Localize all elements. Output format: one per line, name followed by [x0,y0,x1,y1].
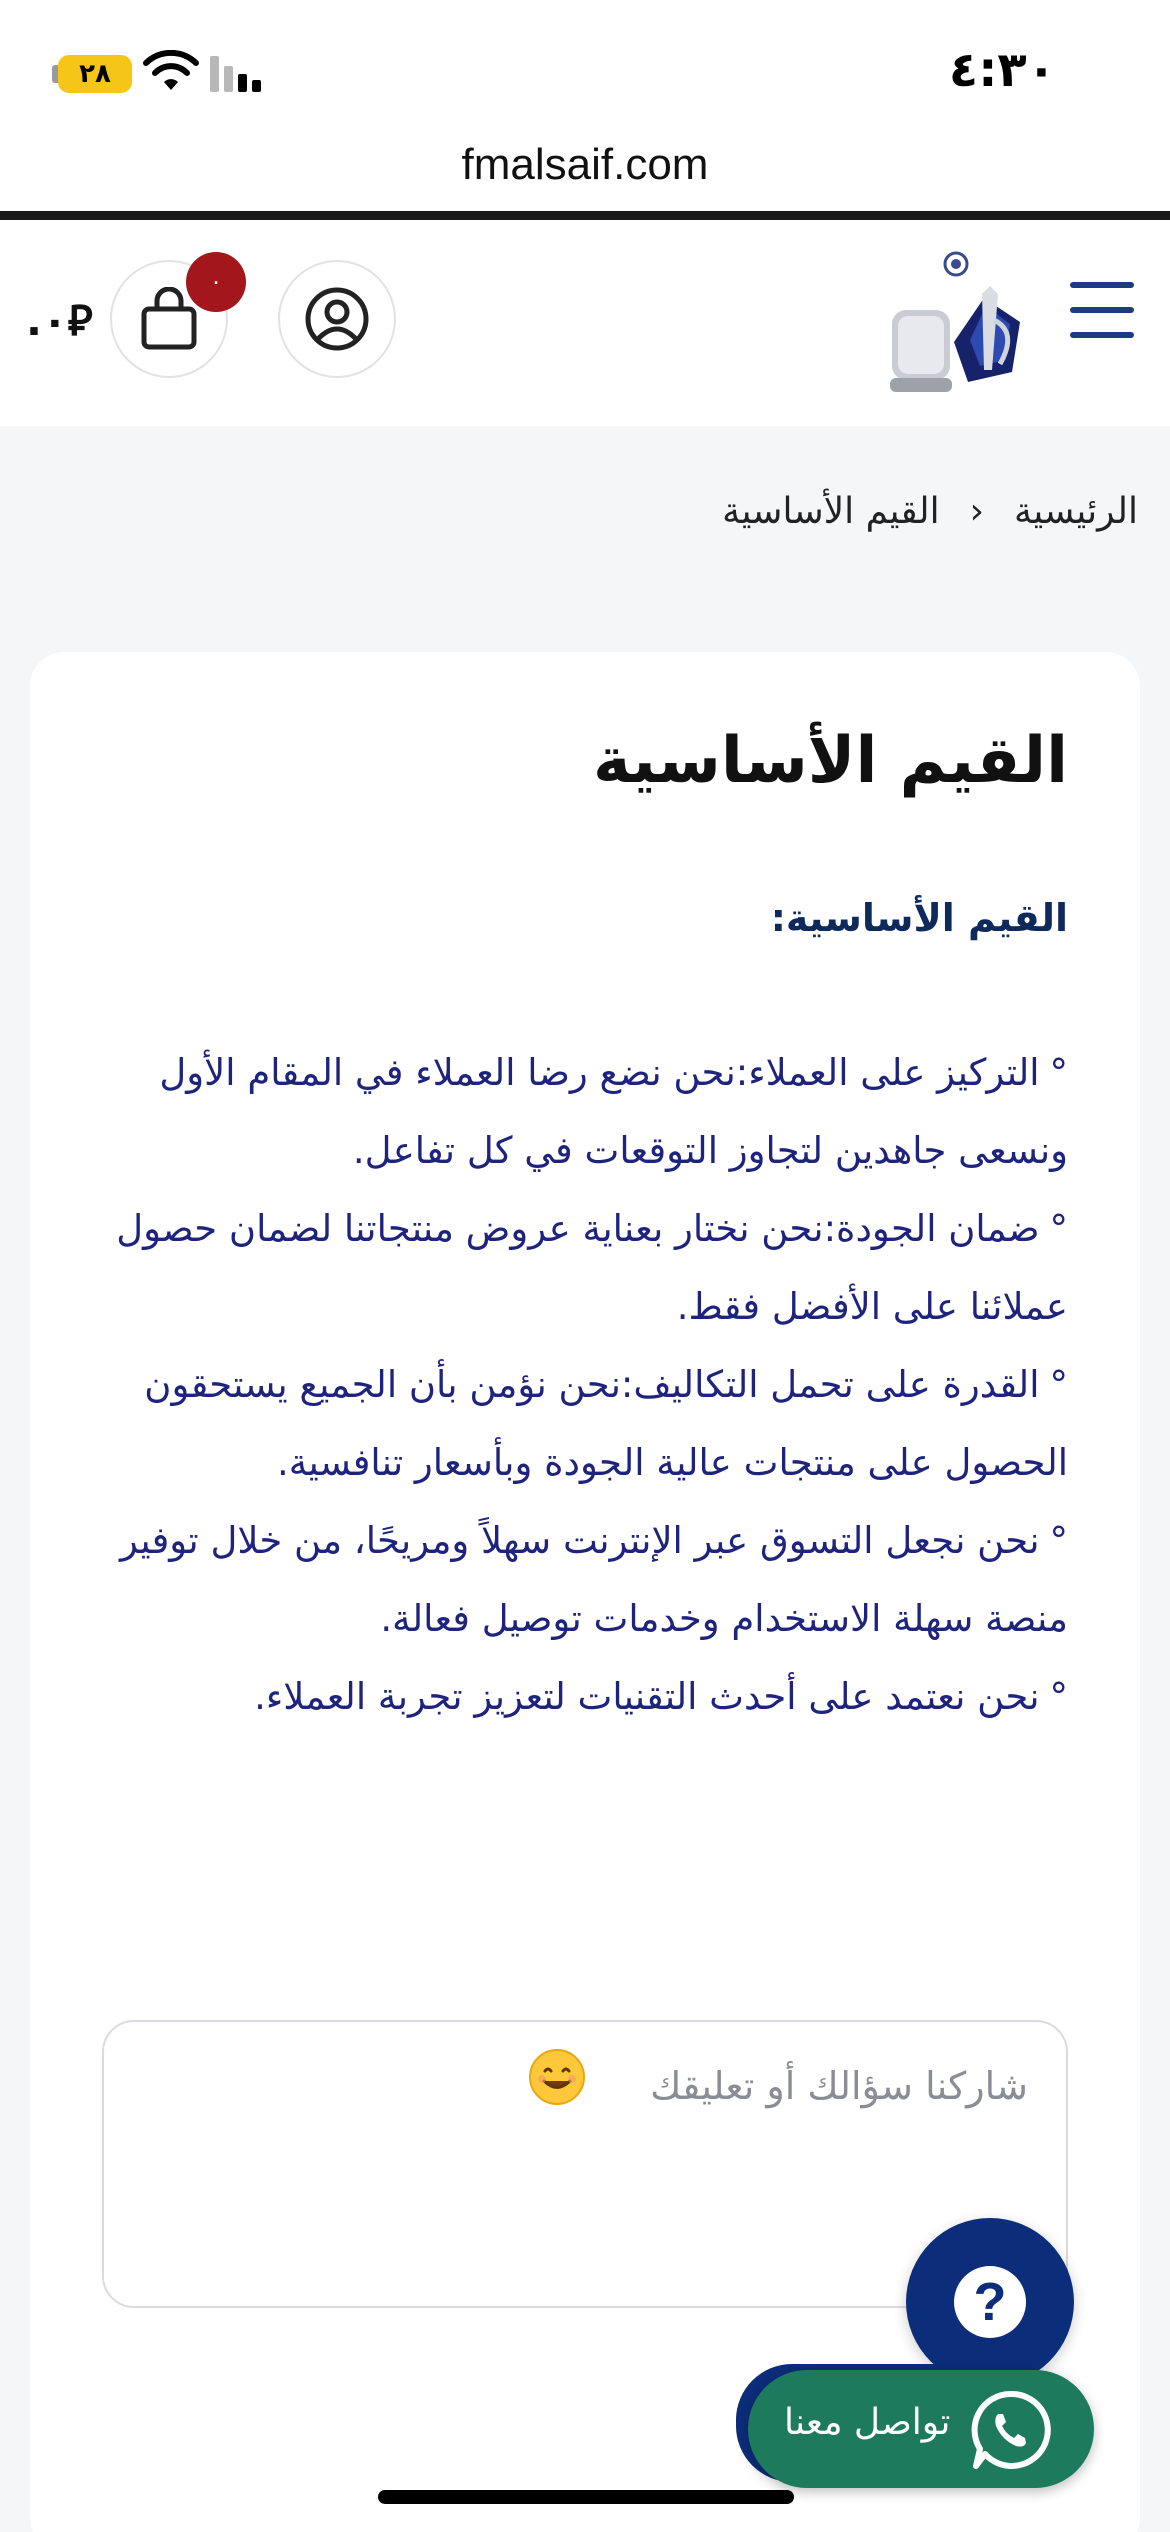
cart-total-value: ٠. [26,296,68,345]
section-heading: القيم الأساسية: [770,896,1068,940]
cart-count: ٠ [210,269,222,295]
whatsapp-contact-button[interactable] [748,2370,1094,2488]
account-button[interactable] [278,260,396,378]
site-header [0,220,1170,426]
help-symbol: ? [973,2272,1007,2332]
smiley-emoji-icon [528,2048,586,2106]
status-time: ٤:٣٠ [948,42,1056,98]
signal-icon [210,56,266,92]
list-item: ° القدرة على تحمل التكاليف:نحن نؤمن بأن الجميع يستحقون الحصول على منتجات عالية الجودة وبأسعار تنافسية. [108,1346,1068,1502]
status-bar [0,0,1170,140]
cart-count-badge [186,252,246,312]
home-indicator [378,2490,794,2504]
url-bar[interactable] [0,140,1170,212]
list-item: ° ضمان الجودة:نحن نختار بعناية عروض منتجاتنا لضمان حصول عملائنا على الأفضل فقط. [108,1190,1068,1346]
list-item: ° نحن نعتمد على أحدث التقنيات لتعزيز تجربة العملاء. [108,1658,1068,1736]
hamburger-menu-icon[interactable] [1070,282,1134,338]
user-icon [304,286,370,352]
list-item: ° التركيز على العملاء:نحن نضع رضا العملاء في المقام الأول ونسعى جاهدين لتجاوز التوقعات في كل تفاعل. [108,1034,1068,1190]
page-title: القيم الأساسية [592,724,1068,798]
breadcrumb-separator-icon: › [969,490,984,532]
cart-total [26,292,93,347]
brand-logo[interactable] [886,250,1024,406]
breadcrumb-current: القيم الأساسية [722,490,940,532]
battery-level: ٢٨ [79,59,111,89]
list-item: ° نحن نجعل التسوق عبر الإنترنت سهلاً ومريحًا، من خلال توفير منصة سهلة الاستخدام وخدمات توصيل فعالة. [108,1502,1068,1658]
question-icon [954,2266,1026,2338]
riyal-icon: ⃁ [67,296,93,345]
values-list [108,1034,1068,1736]
help-button[interactable] [906,2218,1074,2386]
header-divider [0,211,1170,220]
whatsapp-label: تواصل معنا [784,2402,951,2443]
comment-placeholder: شاركنا سؤالك أو تعليقك [650,2064,1028,2108]
whatsapp-icon [968,2388,1052,2472]
breadcrumb-home[interactable]: الرئيسية [1014,490,1138,532]
breadcrumb [722,486,1138,536]
url-text: fmalsaif.com [461,140,709,189]
battery-icon [58,55,132,93]
wifi-icon [142,50,200,94]
